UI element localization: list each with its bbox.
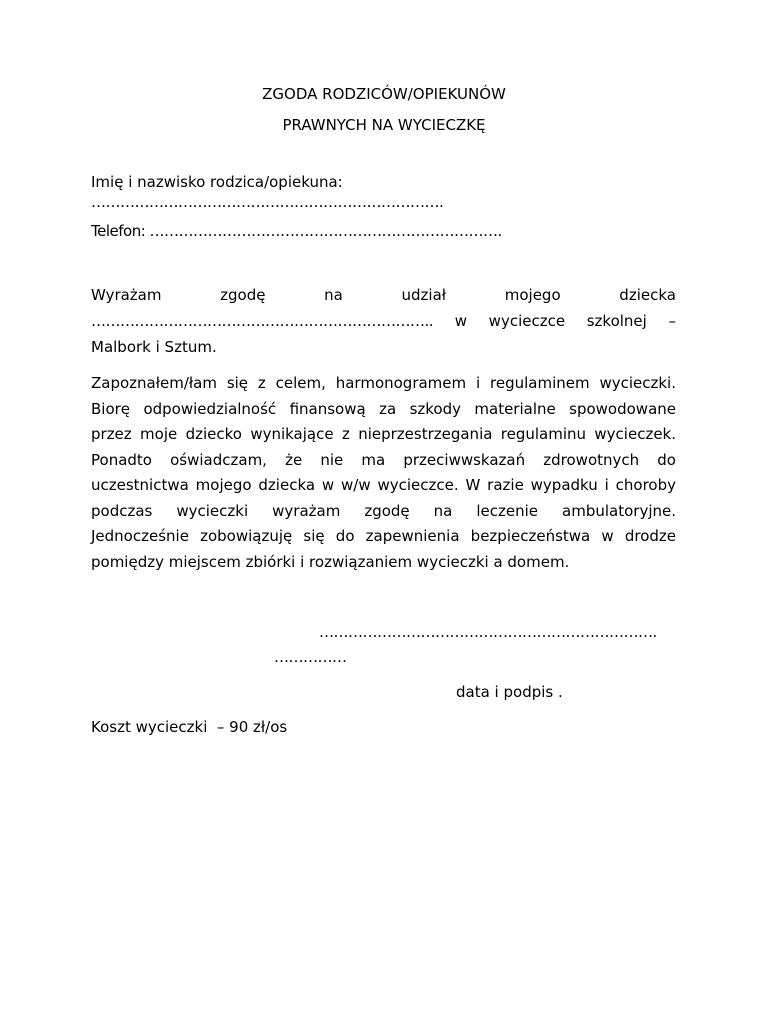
consent-word: dziecka bbox=[619, 286, 676, 304]
statement-line: podczas wycieczki wyrażam zgodę na leczenie ambulatoryjne. bbox=[91, 501, 676, 520]
parent-name-field[interactable]: ………………………………………………………………. bbox=[91, 193, 444, 211]
consent-line-1 bbox=[91, 286, 676, 304]
title-line-1: ZGODA RODZICÓW/OPIEKUNÓW bbox=[262, 85, 506, 103]
consent-word: zgodę bbox=[220, 286, 266, 304]
title-line-2: PRAWNYCH NA WYCIECZKĘ bbox=[282, 116, 486, 134]
phone-field[interactable]: Telefon: ………………………………………………………………. bbox=[91, 222, 502, 240]
consent-word: mojego bbox=[504, 286, 561, 304]
statement-paragraph bbox=[91, 371, 676, 575]
consent-word: szkolnej bbox=[586, 312, 647, 330]
consent-word: – bbox=[668, 312, 676, 330]
consent-word: na bbox=[324, 286, 343, 304]
parent-name-label: Imię i nazwisko rodzica/opiekuna: bbox=[91, 173, 343, 191]
signature-dots-1[interactable]: ……………………………………………………………. bbox=[319, 623, 657, 641]
statement-line: Biorę odpowiedzialność finansową za szkody materialne spowodowane bbox=[91, 399, 676, 418]
consent-word: w bbox=[454, 312, 467, 330]
statement-line: przez moje dziecko wynikające z nieprzestrzegania regulaminu wycieczek. bbox=[91, 425, 676, 443]
statement-line: Zapoznałem/łam się z celem, harmonogramem i regulaminem wycieczki. bbox=[91, 374, 676, 392]
child-name-field[interactable]: …………………………………………………………….. bbox=[91, 312, 434, 330]
signature-label: data i podpis . bbox=[456, 683, 563, 701]
statement-line: Ponadto oświadczam, że nie ma przeciwwskazań zdrowotnych do bbox=[91, 450, 676, 469]
consent-line-3: Malbork i Sztum. bbox=[91, 338, 217, 356]
consent-word: wycieczce bbox=[488, 312, 566, 330]
statement-line: uczestnictwa mojego dziecka w w/w wycieczce. W razie wypadku i choroby bbox=[91, 476, 676, 494]
signature-dots-2[interactable]: …………… bbox=[274, 648, 347, 666]
statement-line: pomiędzy miejscem zbiórki i rozwiązaniem wycieczki a domem. bbox=[91, 552, 570, 571]
consent-word: Wyrażam bbox=[91, 286, 162, 304]
trip-cost: Koszt wycieczki – 90 zł/os bbox=[91, 718, 288, 736]
statement-line: Jednocześnie zobowiązuję się do zapewnienia bezpieczeństwa w drodze bbox=[91, 527, 676, 545]
consent-word: udział bbox=[401, 286, 447, 304]
consent-line-2 bbox=[91, 312, 676, 330]
